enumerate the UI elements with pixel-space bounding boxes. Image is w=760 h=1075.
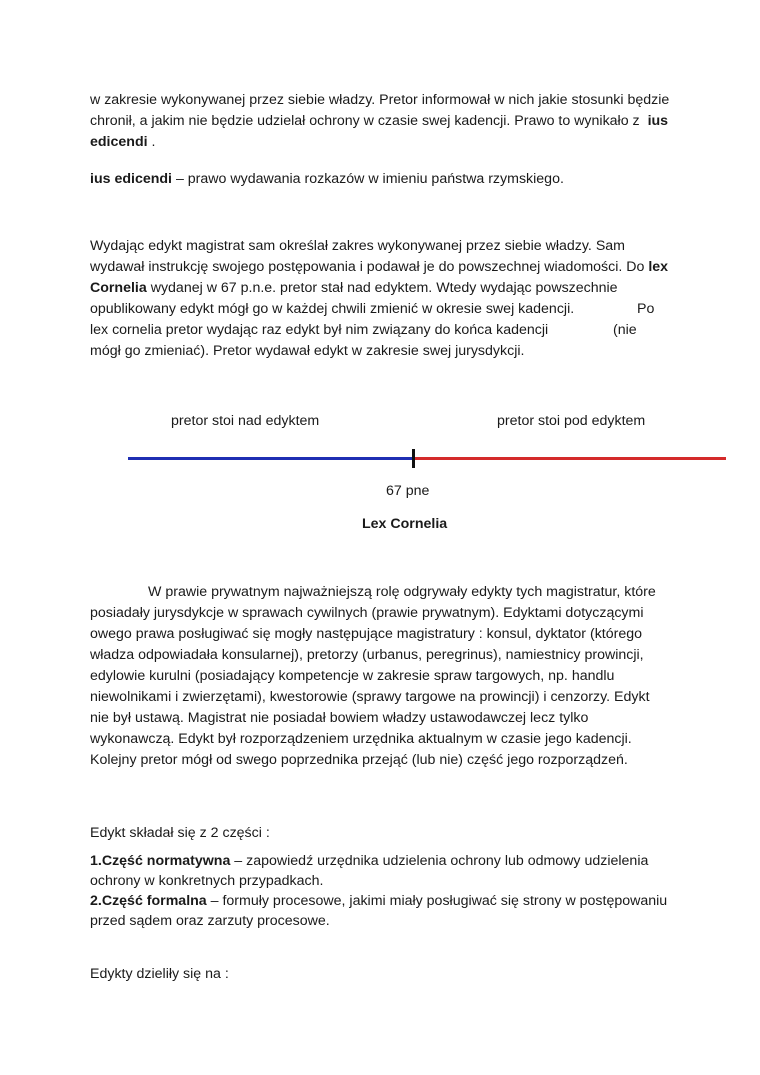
timeline-left-label: pretor stoi nad edyktem — [171, 413, 320, 429]
text-line: w zakresie wykonywanej przez siebie władzy. Pretor informował w nich jakie stosunki będzie — [90, 92, 670, 108]
part-title: 1.Część normatywna — [90, 853, 231, 869]
text-span: wydawał instrukcję swojego postępowania i podawał je do powszechnej wiadomości. Do — [90, 259, 649, 275]
paragraph-lex-cornelia — [90, 236, 690, 362]
definition-ius-edicendi — [90, 169, 690, 190]
text-line — [90, 111, 690, 132]
text-line: W prawie prywatnym najważniejszą rolę odgrywały edykty tych magistratur, które — [148, 584, 656, 600]
text-line — [90, 257, 690, 278]
timeline-marker — [412, 449, 415, 468]
text-line: ochrony w konkretnych przypadkach. — [90, 873, 324, 889]
text-line: Kolejny pretor mógł od swego poprzednika przejąć (lub nie) część jego rozporządzeń. — [90, 752, 628, 768]
definition-term: ius edicendi — [90, 171, 172, 187]
term-bold: Cornelia — [90, 280, 147, 296]
text-span: Po — [637, 301, 655, 317]
parts-intro — [90, 823, 690, 844]
text-line: władza odpowiadała konsularnej), pretorzy (urbanus, peregrinus), namiestnicy prowincji, — [90, 647, 644, 663]
text-line: posiadały jurysdykcje w sprawach cywilnych (prawie prywatnym). Edyktami dotyczącymi — [90, 605, 644, 621]
term-bold: edicendi — [90, 134, 148, 150]
paragraph-edict-scope — [90, 90, 690, 153]
text-line: Edykty dzieliły się na : — [90, 966, 229, 982]
term-bold: ius — [647, 113, 669, 129]
list-item — [90, 851, 690, 871]
timeline-before-segment — [128, 457, 414, 460]
text-line: Wydając edykt magistrat sam określał zakres wykonywanej przez siebie władzy. Sam — [90, 238, 625, 254]
text-line — [90, 278, 690, 299]
definition-text: – prawo wydawania rozkazów w imieniu państwa rzymskiego. — [172, 171, 564, 187]
text-line: Edykt składał się z 2 części : — [90, 825, 270, 841]
text-line — [90, 320, 690, 341]
text-line — [90, 299, 690, 320]
timeline-event-label: Lex Cornelia — [362, 516, 448, 532]
text-line: nie był ustawą. Magistrat nie posiadał bowiem władzy ustawodawczej lecz tylko — [90, 710, 589, 726]
text-span: chronił, a jakim nie będzie udzielał ochrony w czasie swej kadencji. Prawo to wynikało z — [90, 113, 644, 129]
list-item — [90, 891, 690, 911]
part-title: 2.Część formalna — [90, 893, 207, 909]
text-span: (nie — [613, 322, 637, 338]
text-line — [90, 132, 690, 153]
text-line: przed sądem oraz zarzuty procesowe. — [90, 913, 330, 929]
parts-list — [90, 851, 690, 931]
timeline-after-segment — [414, 457, 726, 460]
text-span: lex cornelia pretor wydając raz edykt był nim związany do końca kadencji — [90, 322, 549, 338]
text-span: wydanej w 67 p.n.e. pretor stał nad edyktem. Wtedy wydając powszechnie — [146, 280, 618, 296]
text-line: mógł go zmieniać). Pretor wydawał edykt w zakresie swej jurysdykcji. — [90, 343, 525, 359]
text-line: wykonawczą. Edykt był rozporządzeniem urzędnika aktualnym w czasie jego kadencji. — [90, 731, 632, 747]
text-line: niewolnikami i zwierzętami), kwestorowie (sprawy targowe na prowincji) i cenzorzy. Edykt — [90, 689, 650, 705]
text-span: . — [147, 134, 156, 150]
text-span: – formuły procesowe, jakimi miały posługiwać się strony w postępowaniu — [206, 893, 668, 909]
term-bold: lex — [648, 259, 669, 275]
timeline-year-label: 67 pne — [386, 483, 430, 499]
paragraph-private-law-edicts — [90, 582, 690, 771]
timeline-right-label: pretor stoi pod edyktem — [497, 413, 646, 429]
text-line — [90, 169, 690, 190]
text-span: opublikowany edykt mógł go w każdej chwili zmienić w okresie swej kadencji. — [90, 301, 575, 317]
closing-line — [90, 964, 690, 985]
text-line: owego prawa posługiwać się mogły następujące magistratury : konsul, dyktator (którego — [90, 626, 643, 642]
text-line: edylowie kurulni (posiadający kompetencje w zakresie spraw targowych, np. handlu — [90, 668, 615, 684]
text-span: – zapowiedź urzędnika udzielenia ochrony lub odmowy udzielenia — [230, 853, 649, 869]
